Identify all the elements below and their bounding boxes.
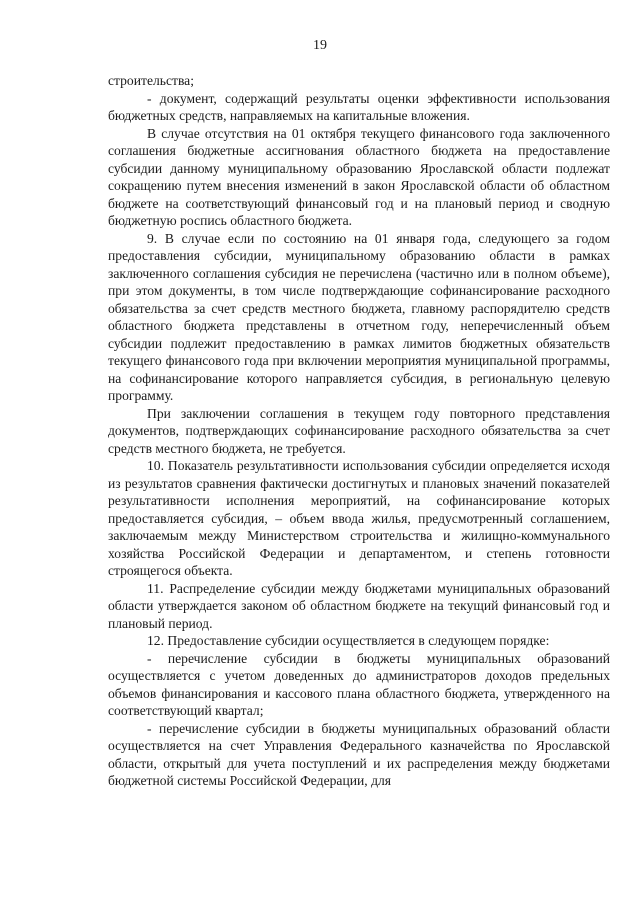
- page-number: 19: [313, 38, 327, 53]
- paragraph: 12. Предоставление субсидии осуществляется в следующем порядке:: [147, 633, 550, 648]
- paragraph: - перечисление субсидии в бюджеты муниципальных образований области осуществляется на счет Управления Федерального казначейства по Ярославской области, открытый для учета поступлений и их распределения между бюджетами бюджетной системы Российской Федерации, для: [108, 720, 610, 788]
- document-body: [108, 72, 610, 790]
- paragraph: В случае отсутствия на 01 октября текущего финансового года заключенного соглашения бюджетные ассигнования областного бюджета на предоставление субсидии данному муниципальному образованию Ярославской области подлежат сокращению путем внесения изменений в закон Ярославской области об областном бюджете на соответствующий финансовый год и на плановый период и сводную бюджетную роспись областного бюджета.: [108, 125, 610, 228]
- paragraph: 9. В случае если по состоянию на 01 января года, следующего за годом предоставления субсидии, муниципальному образованию области в рамках заключенного соглашения субсидия не перечислена (частично или в полном объеме), при этом документы, в том числе подтверждающие софинансирование расходного обязательства за счет средств местного бюджета, главному распорядителю средств областного бюджета представлены в отчетном году, неперечисленный объем субсидии подлежит предоставлению в рамках лимитов бюджетных обязательств текущего финансового года при включении мероприятия муниципальной программы, на софинансирование которого направляется субсидия, в региональную целевую программу.: [108, 230, 610, 403]
- paragraph: - перечисление субсидии в бюджеты муниципальных образований осуществляется с учетом доведенных до администраторов доходов предельных объемов финансирования и кассового плана областного бюджета, утвержденного на соответствующий квартал;: [108, 650, 610, 718]
- paragraph: При заключении соглашения в текущем году повторного представления документов, подтверждающих софинансирование расходного обязательства за счет средств местного бюджета, не требуется.: [108, 405, 610, 456]
- paragraph: 10. Показатель результативности использования субсидии определяется исходя из результатов сравнения фактически достигнутых и плановых значений показателей результативности исполнения мероприятий, на софинансирование которых предоставляется субсидия, – объем ввода жилья, предусмотренный соглашением, заключаемым между Министерством строительства и жилищно-коммунального хозяйства Российской Федерации и департаментом, и степень готовности строящегося объекта.: [108, 458, 610, 578]
- paragraph: 11. Распределение субсидии между бюджетами муниципальных образований области утверждается законом об областном бюджете на текущий финансовый год и плановый период.: [108, 580, 610, 631]
- paragraph: - документ, содержащий результаты оценки эффективности использования бюджетных средств, направляемых на капитальные вложения.: [108, 90, 610, 123]
- paragraph: строительства;: [108, 73, 194, 88]
